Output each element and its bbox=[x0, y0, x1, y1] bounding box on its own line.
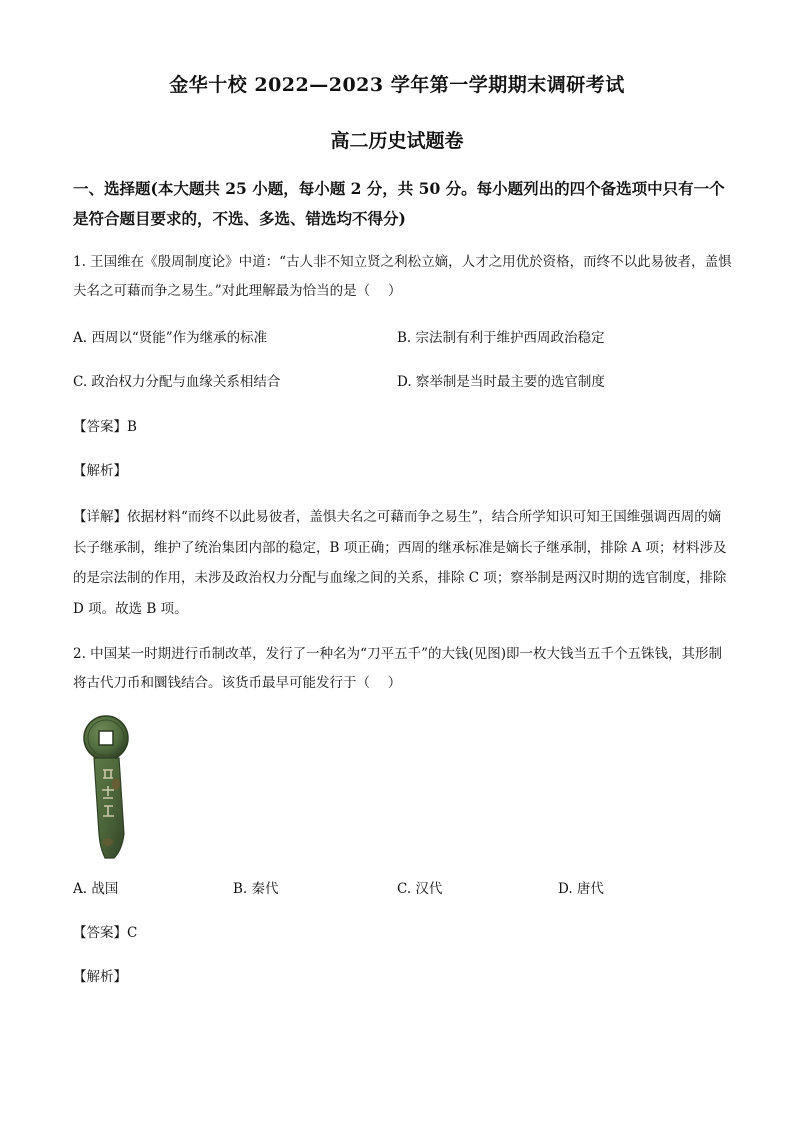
knife-coin-picture bbox=[72, 714, 144, 860]
question-2-option-c: C. 汉代 bbox=[397, 881, 443, 897]
question-1-detail: 【详解】依据材料“而终不以此易彼者，盖惧夫名之可藉而争之易生”，结合所学知识可知王国维强调西周的嫡长子继承制，维护了统治集团内部的稳定，B 项正确；西周的继承标准是嫡长子继承制，排除 A 项；材料涉及的是宗法制的作用，未涉及政治权力分配与血缘之间的关系，排除 C 项；察举制是两汉时期的选官制度，排除 D 项。故选 B 项。 bbox=[73, 509, 727, 617]
question-1-option-b: B. 宗法制有利于维护西周政治稳定 bbox=[397, 330, 605, 346]
question-2-stem: 2. 中国某一时期进行币制改革，发行了一种名为“刀平五千”的大钱(见图)即一枚大钱当五千个五铢钱，其形制将古代刀币和圜钱结合。该货币最早可能发行于（ ） bbox=[73, 646, 723, 691]
exam-subtitle: 高二历史试题卷 bbox=[330, 130, 464, 152]
question-2-analysis-label: 【解析】 bbox=[73, 969, 127, 985]
question-2-answer: 【答案】C bbox=[73, 925, 138, 941]
question-2-option-d: D. 唐代 bbox=[558, 881, 604, 897]
question-1-option-a: A. 西周以“贤能”作为继承的标准 bbox=[73, 330, 268, 346]
question-1-analysis-label: 【解析】 bbox=[73, 463, 127, 479]
question-1-option-c: C. 政治权力分配与血缘关系相结合 bbox=[73, 374, 281, 390]
section-heading: 一、选择题(本大题共 25 小题，每小题 2 分，共 50 分。每小题列出的四个备选项中只有一个是符合题目要求的，不选、多选、错选均不得分) bbox=[73, 179, 725, 228]
question-1-option-d: D. 察举制是当时最主要的选官制度 bbox=[397, 374, 605, 390]
question-2-option-a: A. 战国 bbox=[73, 881, 119, 897]
exam-title: 金华十校 2022—2023 学年第一学期期末调研考试 bbox=[169, 74, 625, 96]
question-2-option-b: B. 秦代 bbox=[233, 881, 279, 897]
question-1-answer: 【答案】B bbox=[73, 419, 137, 435]
knife-coin-image bbox=[72, 714, 144, 860]
question-1-stem: 1. 王国维在《殷周制度论》中道：“古人非不知立贤之利松立嫡，人才之用优於资格，而终不以此易彼者，盖惧夫名之可藉而争之易生。”对此理解最为恰当的是（ ） bbox=[73, 254, 732, 299]
